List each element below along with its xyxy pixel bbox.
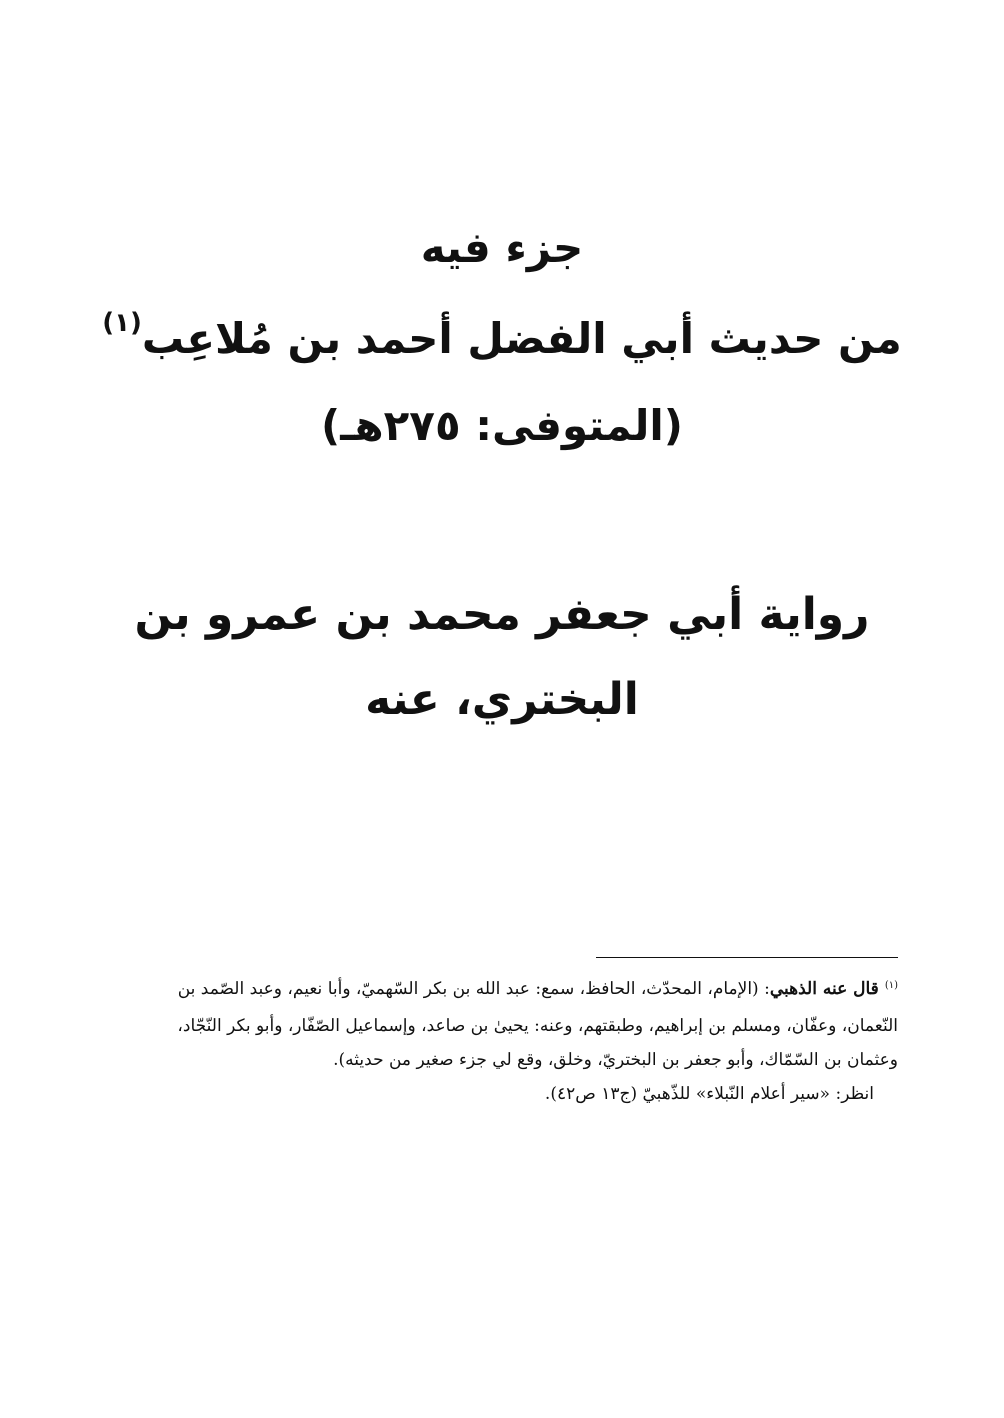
- title-line-2-text: من حديث أبي الفضل أحمد بن مُلاعِب: [141, 314, 902, 363]
- footnote-line-1: [102, 972, 898, 1009]
- footnote-reference: انظر: «سير أعلام النّبلاء» للذّهبيّ (ج١٣ ص٤٢).: [544, 1084, 874, 1104]
- title-line-1: [0, 218, 1004, 278]
- title-line-5: [0, 665, 1004, 735]
- footnote-speaker: قال عنه الذهبي: [769, 979, 879, 999]
- title-line-2: [0, 304, 1004, 380]
- footnote-reference-marker[interactable]: (١): [102, 308, 142, 338]
- title-line-4-text: رواية أبي جعفر محمد بن عمرو بن: [134, 589, 870, 640]
- footnote-separator: [596, 957, 898, 958]
- title-line-3-text: (المتوفى: ٢٧٥هـ): [321, 401, 683, 450]
- title-line-4: [0, 580, 1004, 650]
- footnote-line-1-text: : (الإمام، المحدّث، الحافظ، سمع: عبد الله بن بكر السّهميّ، وأبا نعيم، وعبد الصّمد بن: [177, 979, 770, 999]
- footnote-line-3: وعثمان بن السّمّاك، وأبو جعفر بن البختريّ، وخلق، وقع لي جزء صغير من حديثه).: [333, 1050, 898, 1070]
- footnote: [102, 972, 898, 1111]
- title-line-3: [0, 396, 1004, 456]
- footnote-line-2: النّعمان، وعفّان، ومسلم بن إبراهيم، وطبقتهم، وعنه: يحيىٰ بن صاعد، وإسماعيل الصّفّار، وأبو بكر النّجّاد،: [177, 1016, 898, 1036]
- footnote-marker: (١): [884, 980, 898, 991]
- title-line-5-text: البختري، عنه: [365, 674, 639, 725]
- title-line-1-text: جزء فيه: [420, 223, 584, 272]
